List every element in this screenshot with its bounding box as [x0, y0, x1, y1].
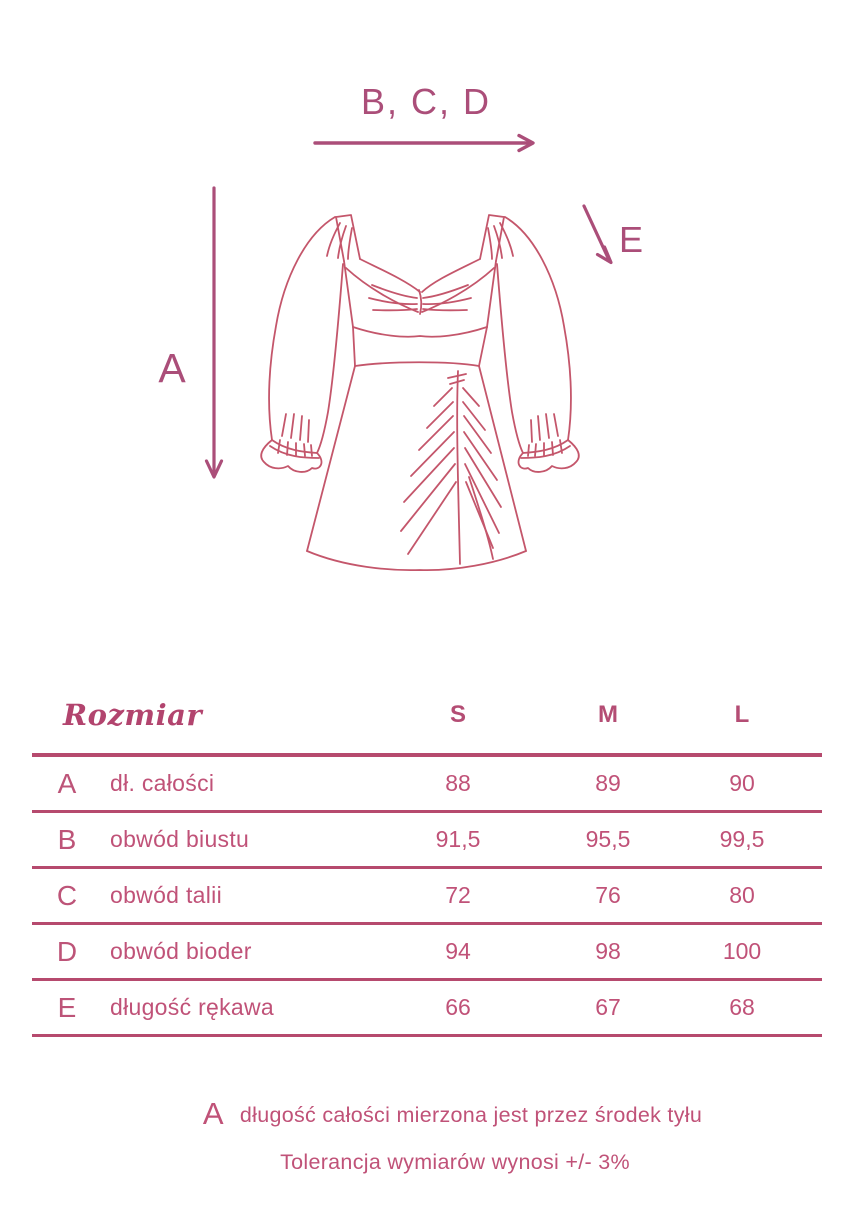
row-value-l: 80 — [729, 882, 755, 908]
row-label: długość rękawa — [110, 994, 275, 1020]
row-label: dł. całości — [110, 770, 215, 796]
footnote-a-text: długość całości mierzona jest przez środek tyłu — [239, 1103, 703, 1127]
row-label: obwód bioder — [110, 938, 252, 964]
table-row-c — [32, 869, 822, 925]
footnote-measurement-a — [0, 1096, 850, 1132]
row-value-m: 89 — [595, 770, 621, 796]
row-value-s: 88 — [445, 770, 471, 796]
row-value-m: 95,5 — [585, 826, 631, 852]
row-label: obwód talii — [110, 882, 222, 908]
bcd-arrow — [315, 136, 533, 151]
table-row-d — [32, 925, 822, 981]
row-value-m: 76 — [595, 882, 621, 908]
table-row-b — [32, 813, 822, 869]
row-value-l: 90 — [729, 770, 755, 796]
row-value-s: 72 — [445, 882, 471, 908]
size-table-header — [32, 676, 822, 757]
size-column-s: S — [449, 700, 466, 728]
row-value-s: 94 — [445, 938, 471, 964]
dress-right-sleeve — [488, 217, 579, 472]
size-column-m: M — [598, 700, 618, 728]
a-arrow — [207, 188, 222, 477]
size-table — [32, 676, 822, 1037]
e-measurement-label: E — [618, 219, 646, 260]
footnote-tolerance: Tolerancja wymiarów wynosi +/- 3% — [280, 1150, 630, 1174]
e-arrow — [584, 206, 611, 263]
row-value-s: 91,5 — [435, 826, 481, 852]
dress-straps — [336, 215, 504, 261]
a-measurement-label: A — [158, 345, 188, 391]
dress-left-sleeve — [261, 217, 352, 472]
row-value-l: 99,5 — [719, 826, 765, 852]
row-letter: A — [57, 767, 77, 799]
dress-skirt — [307, 366, 526, 570]
row-letter: D — [56, 935, 78, 967]
dress-line-art — [261, 215, 579, 570]
row-letter: B — [57, 823, 77, 855]
footnote-a-letter: A — [202, 1096, 224, 1131]
size-table-title: Rozmiar — [63, 697, 203, 732]
dress-measurement-illustration — [100, 60, 700, 630]
table-row-e — [32, 981, 822, 1037]
row-letter: E — [57, 991, 77, 1023]
row-value-m: 98 — [595, 938, 621, 964]
size-column-l: L — [734, 700, 750, 728]
dress-bodice — [344, 259, 496, 366]
row-value-s: 66 — [445, 994, 471, 1020]
row-value-l: 68 — [729, 994, 755, 1020]
row-letter: C — [56, 879, 78, 911]
row-value-m: 67 — [595, 994, 621, 1020]
row-label: obwód biustu — [110, 826, 250, 852]
bcd-measurement-label: B, C, D — [360, 81, 492, 122]
row-value-l: 100 — [722, 938, 762, 964]
table-row-a — [32, 757, 822, 813]
